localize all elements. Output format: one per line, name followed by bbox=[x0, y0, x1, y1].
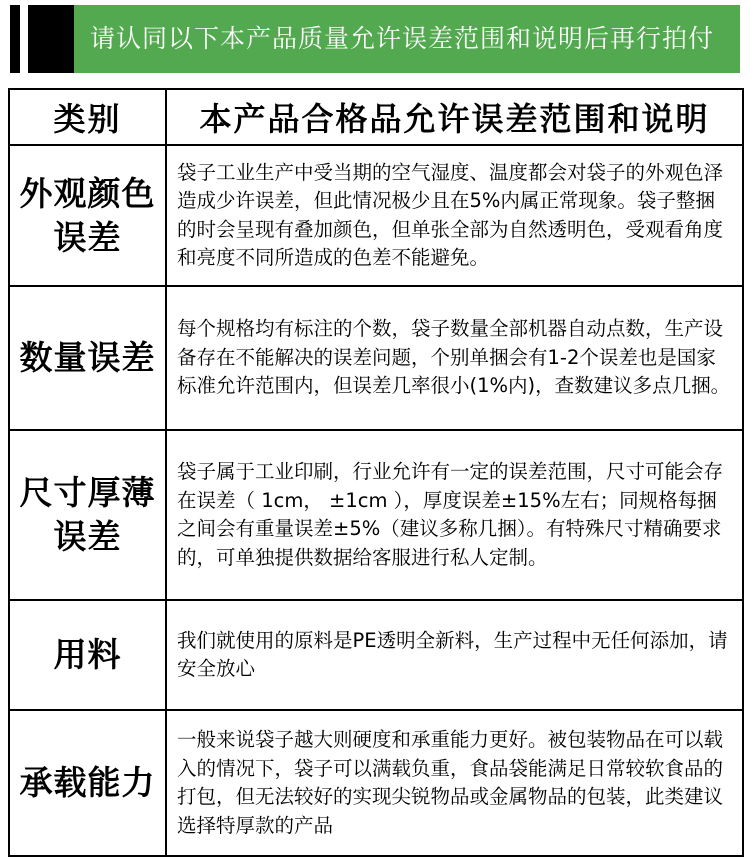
row-description: 袋子工业生产中受当期的空气湿度、温度都会对袋子的外观色泽造成少许误差，但此情况极少且在5%内属正常现象。袋子整捆的时会呈现有叠加颜色，但单张全部为自然透明色，受观看角度和亮度不同所造成的色差不能避免。 bbox=[166, 145, 743, 286]
row-category bbox=[9, 710, 166, 856]
row-category bbox=[9, 430, 166, 600]
table-row bbox=[9, 710, 743, 856]
banner-box bbox=[28, 5, 740, 73]
row-category bbox=[9, 145, 166, 286]
category-line: 外观颜色 bbox=[19, 173, 156, 213]
tolerance-table bbox=[8, 88, 744, 857]
category-line: 数量误差 bbox=[19, 338, 156, 377]
row-description: 我们就使用的原料是PE透明全新料，生产过程中无任何添加，请安全放心 bbox=[166, 600, 743, 710]
category-line: 误差 bbox=[53, 517, 122, 556]
row-description: 一般来说袋子越大则硬度和承重能力更好。被包装物品在可以载入的情况下，袋子可以满载负重，食品袋能满足日常较软食品的打包，但无法较好的实现尖锐物品或金属物品的包装，此类建议选择特厚款的产品 bbox=[166, 710, 743, 856]
category-line: 承载能力 bbox=[19, 763, 156, 802]
category-line: 尺寸厚薄 bbox=[19, 473, 156, 512]
table-row bbox=[9, 430, 743, 600]
category-line: 误差 bbox=[53, 217, 122, 257]
table-row bbox=[9, 600, 743, 710]
row-category bbox=[9, 286, 166, 430]
banner-dark-block bbox=[28, 5, 74, 73]
notice-banner bbox=[0, 5, 750, 73]
table-row bbox=[9, 286, 743, 430]
row-description: 袋子属于工业印刷，行业允许有一定的误差范围，尺寸可能会存在误差（ 1cm， ±1cm ），厚度误差±15%左右；同规格每捆之间会有重量误差±5%（建议多称几捆）。有特殊尺寸精确要求的，可单独提供数据给客服进行私人定制。 bbox=[166, 430, 743, 600]
category-line: 用料 bbox=[53, 635, 122, 674]
table-header-row bbox=[9, 89, 743, 145]
row-category bbox=[9, 600, 166, 710]
header-description: 本产品合格品允许误差范围和说明 bbox=[166, 89, 743, 145]
banner-accent-bar bbox=[10, 5, 20, 73]
header-category: 类别 bbox=[9, 89, 166, 145]
banner-text: 请认同以下本产品质量允许误差范围和说明后再行拍付 bbox=[90, 24, 715, 53]
row-description: 每个规格均有标注的个数，袋子数量全部机器自动点数，生产设备存在不能解决的误差问题，个别单捆会有1-2个误差也是国家标准允许范围内，但误差几率很小(1%内)，查数建议多点几捆。 bbox=[166, 286, 743, 430]
table-row bbox=[9, 145, 743, 286]
